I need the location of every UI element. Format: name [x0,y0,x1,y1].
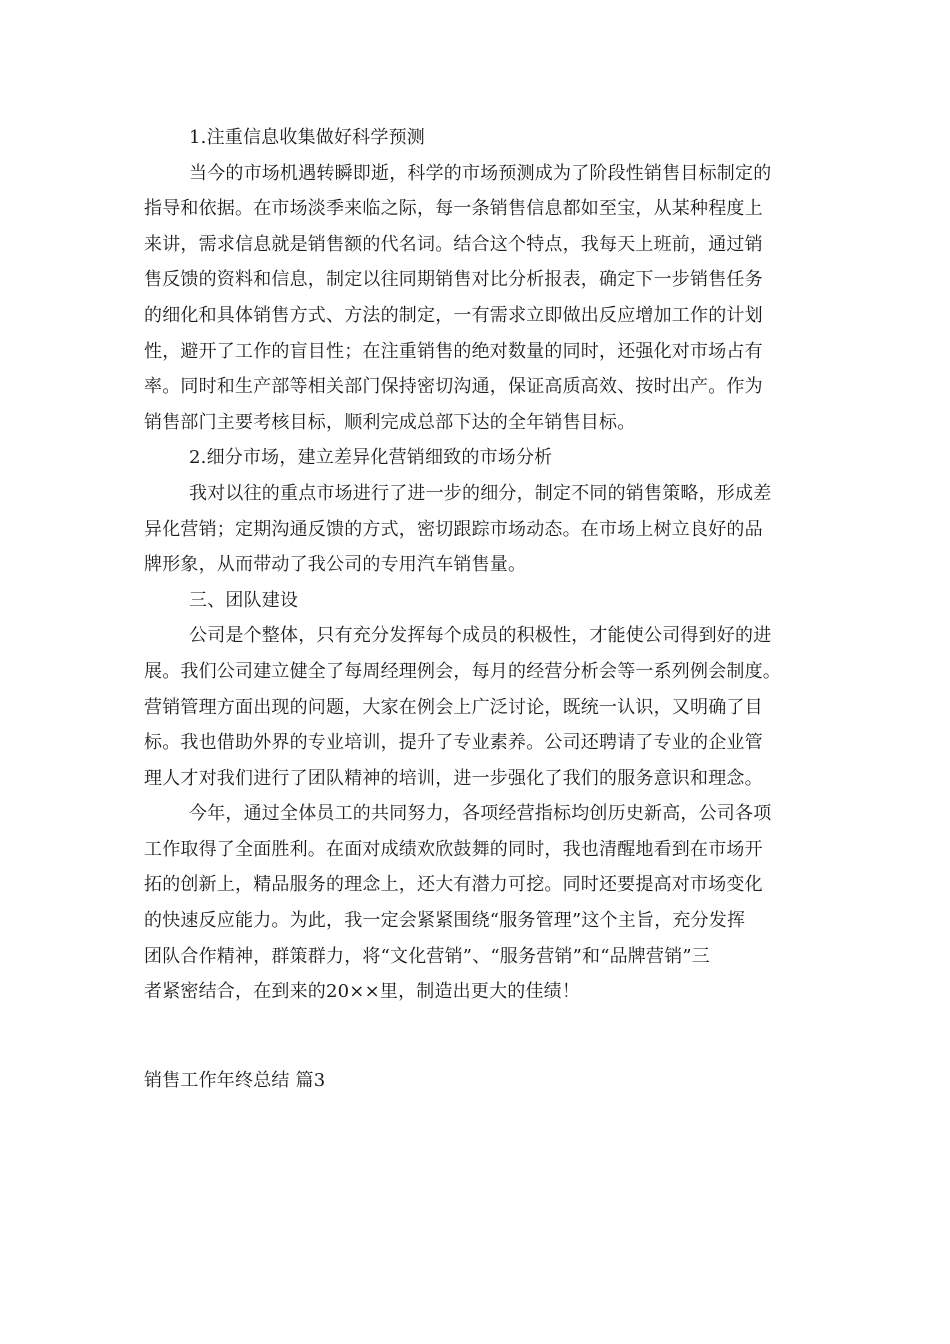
paragraph-line: 公司是个整体，只有充分发挥每个成员的积极性，才能使公司得到好的进 [189,625,772,647]
paragraph-line: 者紧密结合，在到来的20××里，制造出更大的佳绩！ [144,981,581,1003]
paragraph-line: 理人才对我们进行了团队精神的培训，进一步强化了我们的服务意识和理念。 [144,767,763,789]
paragraph-line: 拓的创新上，精品服务的理念上，还大有潜力可挖。同时还要提高对市场变化 [144,874,763,896]
paragraph-line: 的细化和具体销售方式、方法的制定，一有需求立即做出反应增加工作的计划 [144,304,763,326]
paragraph-line: 牌形象，从而带动了我公司的专用汽车销售量。 [144,554,527,576]
subheading-market-segmentation: 2.细分市场，建立差异化营销细致的市场分析 [189,447,553,469]
paragraph-line: 团队合作精神，群策群力，将“文化营销”、“服务营销”和“品牌营销”三 [144,945,711,967]
paragraph-line: 售反馈的资料和信息，制定以往同期销售对比分析报表，确定下一步销售任务 [144,269,763,291]
paragraph-line: 来讲，需求信息就是销售额的代名词。结合这个特点，我每天上班前，通过销 [144,233,763,255]
article-title-part-3: 销售工作年终总结 篇3 [144,1070,326,1091]
paragraph-line: 销售部门主要考核目标，顺利完成总部下达的全年销售目标。 [144,411,636,433]
paragraph-line: 指导和依据。在市场淡季来临之际，每一条销售信息都如至宝，从某种程度上 [144,198,763,220]
paragraph-line: 今年，通过全体员工的共同努力，各项经营指标均创历史新高，公司各项 [189,803,772,825]
paragraph-line: 标。我也借助外界的专业培训，提升了专业素养。公司还聘请了专业的企业管 [144,732,763,754]
subheading-info-collection: 1.注重信息收集做好科学预测 [189,127,425,148]
paragraph-line: 我对以往的重点市场进行了进一步的细分，制定不同的销售策略，形成差 [189,482,772,504]
paragraph-line: 营销管理方面出现的问题，大家在例会上广泛讨论，既统一认识，又明确了目 [144,696,763,718]
paragraph-line: 工作取得了全面胜利。在面对成绩欢欣鼓舞的同时，我也清醒地看到在市场开 [144,838,763,860]
paragraph-line: 率。同时和生产部等相关部门保持密切沟通，保证高质高效、按时出产。作为 [144,376,763,398]
paragraph-line: 异化营销；定期沟通反馈的方式，密切跟踪市场动态。在市场上树立良好的品 [144,518,763,540]
paragraph-line: 展。我们公司建立健全了每周经理例会，每月的经营分析会等一系列例会制度。 [144,660,781,682]
document-body [144,120,806,1010]
section-heading-team-building: 三、团队建设 [189,589,299,611]
paragraph-line: 的快速反应能力。为此，我一定会紧紧围绕“服务管理”这个主旨，充分发挥 [144,910,746,932]
paragraph-line: 当今的市场机遇转瞬即逝，科学的市场预测成为了阶段性销售目标制定的 [189,162,772,184]
paragraph-line: 性，避开了工作的盲目性；在注重销售的绝对数量的同时，还强化对市场占有 [144,340,763,362]
